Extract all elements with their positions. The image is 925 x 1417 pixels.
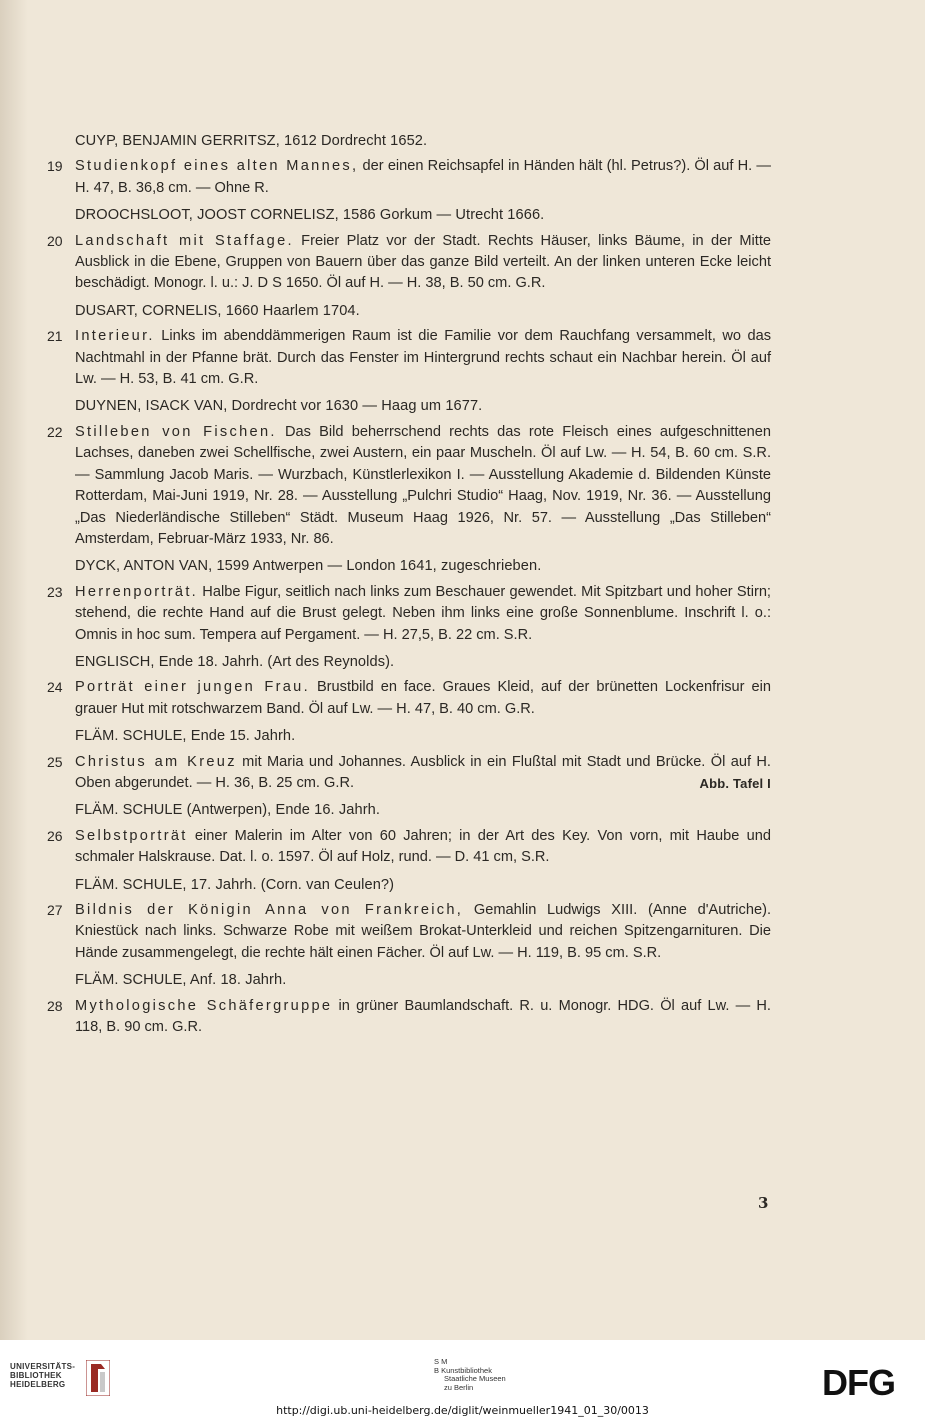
source-url[interactable]: http://digi.ub.uni-heidelberg.de/diglit/weinmueller1941_01_30/0013 bbox=[276, 1404, 649, 1417]
university-library-label bbox=[10, 1362, 82, 1389]
catalog-entry bbox=[45, 156, 771, 199]
catalog-entry bbox=[45, 231, 771, 295]
page-number: 3 bbox=[758, 1194, 769, 1212]
viewer-footer bbox=[0, 1340, 925, 1417]
plate-reference: Abb. Tafel I bbox=[699, 775, 771, 791]
library-line: UNIVERSITÄTS- bbox=[10, 1362, 76, 1371]
artwork-description: Links im abenddämmerigen Raum ist die Familie vor dem Rauchfang versammelt, wo das Nachtmahl in der Pfanne brät. Durch das Fenster im Hintergrund rechts schaut ein Nachbar herein. Öl auf Lw. — H. 53, B. 41 cm. G.R. bbox=[75, 328, 771, 388]
lot-number: 21 bbox=[47, 328, 63, 345]
artwork-description: der einen Reichsapfel in Händen hält (hl. Petrus?). Öl auf H. — H. 47, B. 36,8 cm. — Ohne R. bbox=[75, 158, 771, 196]
lot-number: 19 bbox=[47, 158, 63, 175]
artist-heading: DUSART, CORNELIS, 1660 Haarlem 1704. bbox=[75, 302, 360, 319]
artwork-title: Stilleben von Fischen. bbox=[75, 423, 277, 440]
lot-number: 22 bbox=[47, 423, 63, 440]
artwork-title: Landschaft mit Staffage. bbox=[75, 232, 294, 249]
artist-heading: DROOCHSLOOT, JOOST CORNELISZ, 1586 Gorkum — Utrecht 1666. bbox=[75, 207, 545, 224]
university-logo-icon bbox=[86, 1360, 110, 1396]
lot-number: 20 bbox=[47, 232, 63, 249]
catalog-entry bbox=[45, 677, 771, 720]
library-line: BIBLIOTHEK bbox=[10, 1371, 62, 1380]
lot-number: 28 bbox=[47, 997, 63, 1014]
catalog-entries bbox=[45, 131, 771, 1044]
catalog-entry bbox=[45, 826, 771, 869]
artwork-title: Herrenporträt. bbox=[75, 583, 199, 600]
lot-number: 23 bbox=[47, 583, 63, 600]
museum-line: zu Berlin bbox=[444, 1382, 474, 1392]
artwork-title: Interieur. bbox=[75, 328, 155, 345]
catalog-entry bbox=[45, 326, 771, 390]
artwork-title: Porträt einer jungen Frau. bbox=[75, 679, 310, 696]
artwork-description: Das Bild beherrschend rechts das rote Fleisch eines aufgeschnittenen Lachses, daneben zwei Schellfische, zwei Austern, ein paar Muscheln. Öl auf Lw. — H. 54, B. 60 cm. S.R. — Sammlung Jacob Maris. — Wurzbach, Künstlerlexikon I. — Ausstellung Akademie d. Bildenden Künste Rotterdam, Mai-Juni 1919, Nr. 28. — Ausstellung „Pulchri Studio“ Haag, Nov. 1919, Nr. 36. — Ausstellung „Das Niederländische Stilleben“ Städt. Museum Haag 1926, Nr. 57. — Ausstellung „Das Stilleben“ Amsterdam, Februar-März 1933, Nr. 86. bbox=[75, 423, 772, 547]
museum-line: B Kunstbibliothek bbox=[434, 1365, 492, 1375]
catalog-entry bbox=[45, 582, 771, 646]
artwork-description: einer Malerin im Alter von 60 Jahren; in der Art des Key. Von vorn, mit Haube und schmaler Halskrause. Dat. l. o. 1597. Öl auf Holz, rund. — D. 41 cm, S.R. bbox=[75, 827, 771, 866]
artist-heading: ENGLISCH, Ende 18. Jahrh. (Art des Reynolds). bbox=[75, 653, 395, 670]
museum-line: Staatliche Museen bbox=[444, 1374, 506, 1383]
artwork-title: Selbstporträt bbox=[75, 827, 188, 844]
artwork-description: Halbe Figur, seitlich nach links zum Beschauer gewendet. Mit Spitzbart und hoher Stirn; stehend, die rechte Hand auf die Brust gelegt. Neben ihm links eine große Sonnenblume. Inschrift l. o.: Omnis in hoc sum. Tempera auf Pergament. — H. 27,5, B. 22 cm. S.R. bbox=[75, 583, 771, 643]
artwork-description: Gemahlin Ludwigs XIII. (Anne d'Autriche). Kniestück nach links. Schwarze Robe mit weißem Brokat-Unterkleid und reichen Spitzengarnituren. Die Hände zusammengelegt, die rechte hält einen Fächer. Öl auf Lw. — H. 119, B. 95 cm. S.R. bbox=[75, 902, 771, 961]
artwork-title: Studienkopf eines alten Mannes, bbox=[75, 158, 359, 175]
catalog-entry bbox=[45, 996, 771, 1039]
artist-heading: FLÄM. SCHULE, Ende 15. Jahrh. bbox=[75, 728, 296, 745]
artist-heading: FLÄM. SCHULE (Antwerpen), Ende 16. Jahrh. bbox=[75, 802, 381, 819]
lot-number: 26 bbox=[47, 827, 63, 844]
catalog-entry bbox=[45, 900, 771, 964]
artist-heading: DYCK, ANTON VAN, 1599 Antwerpen — London 1641, zugeschrieben. bbox=[75, 558, 542, 575]
artwork-title: Christus am Kreuz bbox=[75, 753, 237, 770]
artwork-description: Brustbild en face. Graues Kleid, auf der brünetten Lockenfrisur ein grauer Hut mit rotschwarzem Band. Öl auf Lw. — H. 47, B. 40 cm. G.R. bbox=[75, 679, 771, 717]
catalog-entry bbox=[45, 752, 771, 795]
dfg-logo: DFG bbox=[822, 1362, 895, 1403]
artist-heading: CUYP, BENJAMIN GERRITSZ, 1612 Dordrecht 1652. bbox=[75, 133, 428, 149]
lot-number: 25 bbox=[47, 753, 63, 770]
artist-heading: FLÄM. SCHULE, Anf. 18. Jahrh. bbox=[75, 972, 287, 989]
catalog-entry bbox=[45, 422, 771, 550]
lot-number: 24 bbox=[47, 679, 63, 696]
artist-heading: FLÄM. SCHULE, 17. Jahrh. (Corn. van Ceulen?) bbox=[75, 876, 395, 893]
library-line: HEIDELBERG bbox=[10, 1380, 66, 1389]
artwork-description: in grüner Baumlandschaft. R. u. Monogr. HDG. Öl auf Lw. — H. 118, B. 90 cm. G.R. bbox=[75, 997, 771, 1036]
artwork-description: Freier Platz vor der Stadt. Rechts Häuser, links Bäume, in der Mitte Ausblick in die Ebene, Gruppen von Bauern über das ganze Bild verteilt. An der linken unteren Ecke leicht beschädigt. Monogr. l. u.: J. D S 1650. Öl auf H. — H. 38, B. 50 cm. G.R. bbox=[75, 232, 772, 292]
artwork-title: Bildnis der Königin Anna von Frankreich, bbox=[75, 902, 464, 918]
museum-line: S M bbox=[434, 1357, 448, 1366]
museum-label bbox=[434, 1358, 506, 1392]
artwork-description: mit Maria und Johannes. Ausblick in ein Flußtal mit Stadt und Brücke. Öl auf H. Oben abgerundet. — H. 36, B. 25 cm. G.R. bbox=[75, 753, 771, 791]
artwork-title: Mythologische Schäfergruppe bbox=[75, 997, 333, 1014]
lot-number: 27 bbox=[47, 902, 63, 918]
artist-heading: DUYNEN, ISACK VAN, Dordrecht vor 1630 — Haag um 1677. bbox=[75, 398, 483, 415]
